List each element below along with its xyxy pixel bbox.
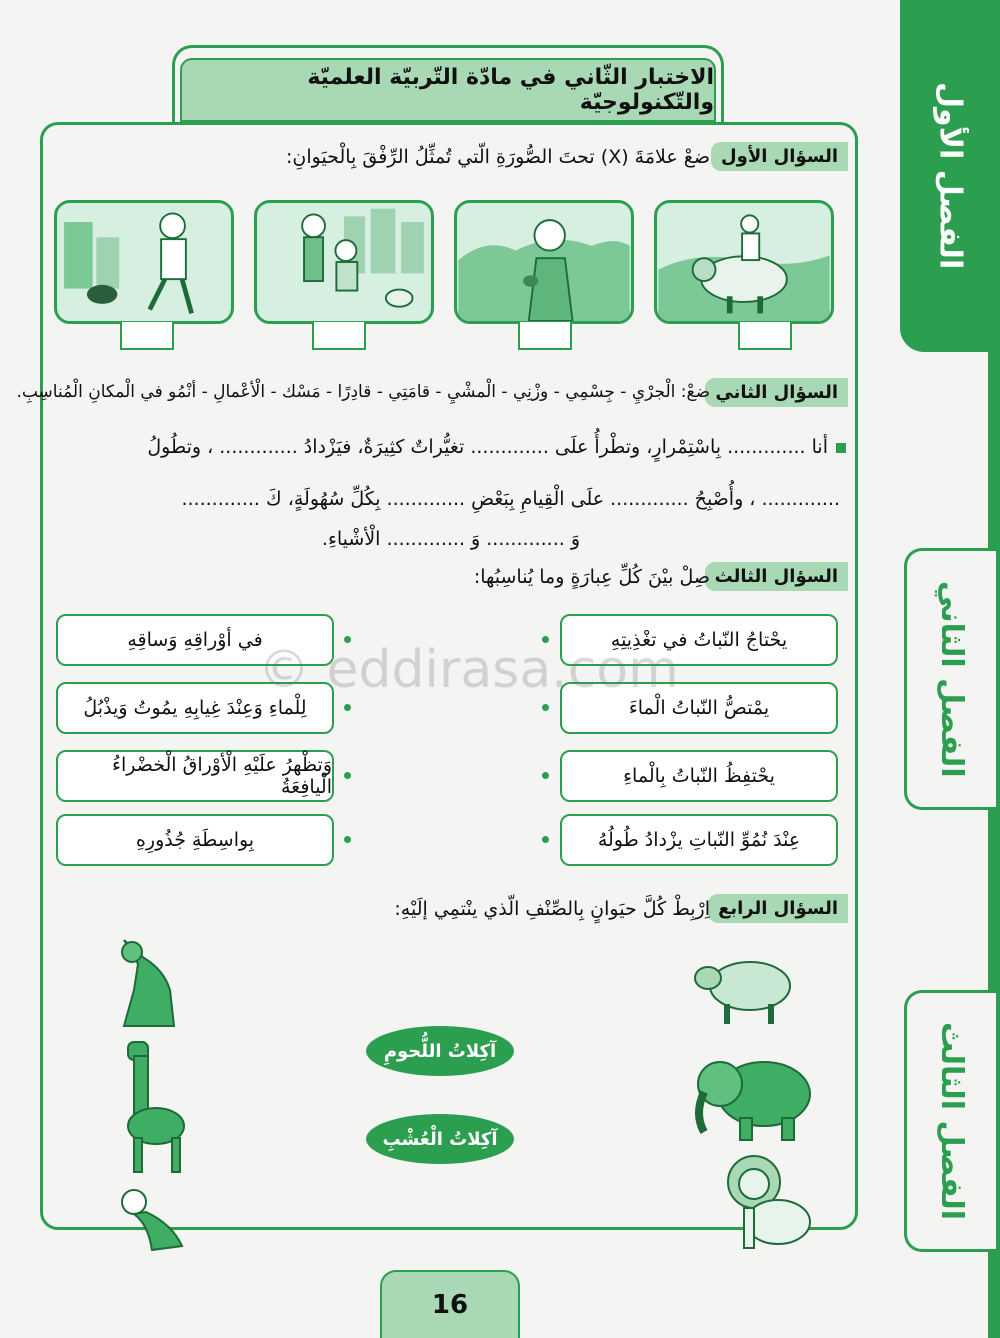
match-left-2: لِلْماءِ وَعِنْدَ غِيابِهِ يمُوتُ وَيذْبُلُ (56, 682, 334, 734)
q1-label: السؤال الأول (711, 142, 848, 171)
tick-box-1[interactable] (738, 322, 792, 350)
match-right-1: يحْتاجُ النّباتُ في تغْذِيتِهِ (560, 614, 838, 666)
q3-instruction: صِلْ بيْنَ كُلِّ عِبارَةٍ وما يُناسِبُها: (473, 566, 710, 588)
q2-line-3[interactable]: وَ ............. وَ ............. الْأشْياءِ. (321, 528, 580, 550)
q2-line-2[interactable]: ............. ، وأُصْبِحُ ............. علَى الْقِيامِ بِبَعْضِ ............. بِكُلِّ سُهُولَةٍ، كَ ............. (181, 488, 840, 510)
match-right-2: يمْتصُّ النّباتُ الْماءَ (560, 682, 838, 734)
tab-chapter-1[interactable]: الفصل الأول (900, 0, 1000, 352)
giraffe-icon[interactable] (112, 1036, 192, 1176)
match-right-4: عِنْدَ نُمُوِّ النّباتِ يزْدادُ طُولُهُ (560, 814, 838, 866)
match-left-3: وَتظْهرُ علَيْهِ الْأوْراقُ الْخضْراءُ الْيافِعَةُ (56, 750, 334, 802)
tick-box-3[interactable] (312, 322, 366, 350)
wolf-icon[interactable] (104, 930, 186, 1030)
tab-chapter-3[interactable]: الفصل الثالث (904, 990, 996, 1252)
picture-children-feeding-cat (254, 200, 434, 324)
page-title: الاختبار الثّاني في مادّة التّربيّة العلميّة والتّكنولوجيّة (180, 58, 716, 122)
picture-girl-holding-bird (454, 200, 634, 324)
q2-line-1 (147, 436, 846, 458)
watermark: © eddirasa.com (258, 640, 679, 700)
picture-boy-kicking-cat (54, 200, 234, 324)
q2-label: السؤال الثاني (705, 378, 848, 407)
q2-line-1-text[interactable]: أنا ............. بِاسْتِمْرارٍ، وتطْرأُ علَى ............. تغيُّراتٌ كثِيرَةٌ، فيَزْدادُ ............. ، وتطُولُ (147, 436, 828, 458)
page-number: 16 (380, 1270, 520, 1338)
match-dot-right-4[interactable] (542, 836, 549, 843)
picture-boy-on-sheep (654, 200, 834, 324)
q4-label: السؤال الرابع (708, 894, 848, 923)
tab-chapter-2[interactable]: الفصل الثاني (904, 548, 996, 810)
match-dot-right-3[interactable] (542, 772, 549, 779)
match-dot-right-2[interactable] (542, 704, 549, 711)
tick-box-2[interactable] (518, 322, 572, 350)
category-herbivores[interactable]: آكِلاتُ الْعُشْبِ (366, 1114, 514, 1164)
q1-instruction: ضعْ علامَةَ (X) تحتَ الصُّورَةِ الّتي تُمثِّلُ الرِّفْقَ بِالْحيَوانِ: (286, 146, 710, 168)
q3-label: السؤال الثالث (705, 562, 848, 591)
eagle-icon[interactable] (112, 1184, 192, 1254)
sheep-icon[interactable] (690, 948, 800, 1028)
q2-instruction: ضعْ: الْجرْيِ - جِسْمِي - وزْنِي - الْمشْيِ - قامَتِي - قادِرًا - مَسْك - الْأعْمالِ - أنْمُو في الْمكانِ الْمُناسِبِ. (16, 382, 710, 402)
match-left-4: بِواسِطَةِ جُذُورِهِ (56, 814, 334, 866)
bullet-icon (836, 443, 846, 453)
match-dot-left-2[interactable] (344, 704, 351, 711)
q4-instruction: اِرْبِطْ كُلَّ حيَوانٍ بِالصِّنْفِ الّذي ينْتمِي إلَيْهِ: (394, 898, 710, 920)
tick-box-4[interactable] (120, 322, 174, 350)
match-right-3: يحْتفِظُ النّباتُ بِالْماءِ (560, 750, 838, 802)
match-dot-left-3[interactable] (344, 772, 351, 779)
elephant-icon[interactable] (690, 1044, 820, 1144)
match-dot-left-4[interactable] (344, 836, 351, 843)
match-left-1: في أوْراقِهِ وَساقِهِ (56, 614, 334, 666)
lion-icon[interactable] (718, 1152, 814, 1252)
category-carnivores[interactable]: آكِلاتُ اللُّحومِ (366, 1026, 514, 1076)
